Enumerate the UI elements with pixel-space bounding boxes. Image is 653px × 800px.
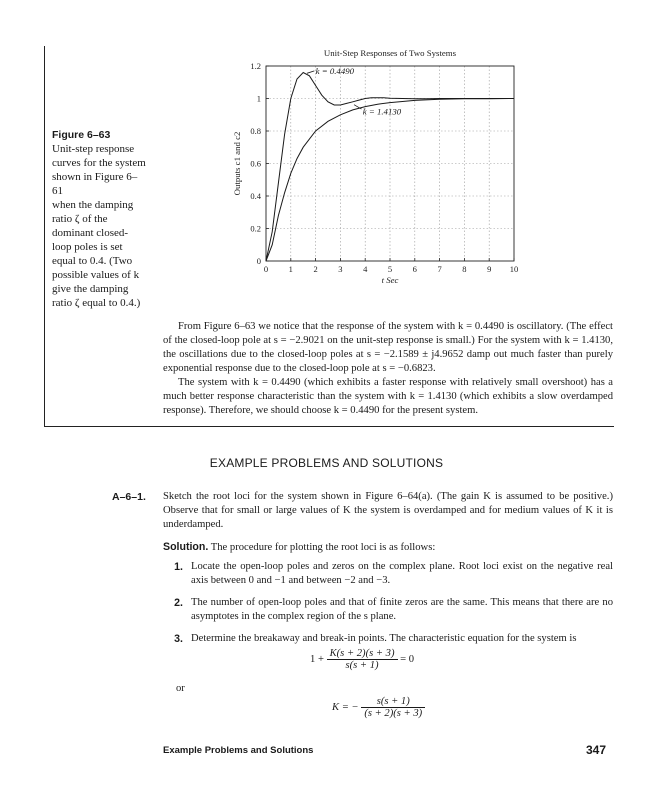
eq1-denominator: s(s + 1) [345,660,379,671]
caption-line: ratio ζ equal to 0.4.) [52,297,141,309]
x-tick-label: 5 [387,264,393,274]
y-tick-label: 0.2 [250,223,261,234]
step-number: 2. [174,597,183,609]
characteristic-equation [310,648,414,671]
y-tick-label: 1.2 [250,61,261,71]
eq2-fraction [361,696,425,719]
eq1-fraction [327,648,398,671]
step-text: The number of open-loop poles and that of finite zeros are the same. This means that there are no asymptotes in the complex region of the s plane. [191,597,613,622]
step-response-chart [222,44,522,294]
solution-steps [163,560,613,654]
x-tick-label: 3 [338,264,343,274]
eq2-denominator: (s + 2)(s + 3) [364,708,423,719]
footer-title: Example Problems and Solutions [163,745,314,756]
problem-number: A–6–1. [112,491,146,503]
caption-line: when the damping [52,199,134,211]
step-text: Locate the open-loop poles and zeros on the complex plane. Root loci exist on the negative real axis between 0 and −1 and between −2 and −3. [191,561,613,586]
x-tick-label: 7 [437,264,442,274]
x-tick-label: 6 [412,264,417,274]
paragraph-1: From Figure 6–63 we notice that the response of the system with k = 0.4490 is oscillatory. (The effect of the closed-loop pole at s = −2.9021 on the unit-step response is small.) For the system with k = 1.4130, the oscillations due to the closed-loop poles at s = −2.1589 ± j4.9652 damp out much faster than purely exponential response due to the closed-loop pole at s = −0.6823. [163,321,613,374]
step-text: Determine the breakaway and break-in points. The characteristic equation for the system is [191,633,577,644]
gain-equation [332,696,425,719]
x-tick-label: 10 [509,264,519,274]
y-tick-label: 0 [256,256,261,266]
frame-bottom-rule [44,426,614,427]
series-line-1 [266,73,514,262]
annotation-arrow-1 [307,71,314,73]
or-text: or [176,683,185,694]
x-axis-label: t Sec [381,275,399,285]
solution-text: The procedure for plotting the root loci is as follows: [210,542,436,553]
step-number: 3. [174,633,183,645]
page-number: 347 [586,743,607,757]
step-item [163,560,613,588]
eq1-numerator: K(s + 2)(s + 3) [327,648,398,660]
solution-label: Solution. [163,541,209,553]
y-axis-label: Outputs c1 and c2 [232,131,242,196]
x-tick-label: 0 [263,264,269,274]
discussion-paragraph [163,320,613,418]
y-tick-label: 0.4 [250,191,261,201]
y-tick-label: 0.6 [250,158,261,169]
annotation-k1: k = 0.4490 [315,65,355,76]
step-number: 1. [174,561,183,573]
caption-line: dominant closed- [52,227,129,239]
y-tick-label: 1 [256,93,261,104]
eq2-numerator: s(s + 1) [361,696,425,708]
caption-line: equal to 0.4. (Two [52,255,133,267]
x-tick-label: 8 [462,264,467,274]
figure-caption [52,128,148,310]
caption-line: ratio ζ of the [52,213,108,225]
y-tick-label: 0.8 [250,126,261,136]
problem-statement: Sketch the root loci for the system shown in Figure 6–64(a). (The gain K is assumed to be positive.) Observe that for small or large values of K the system is overdamped and for medium values of K it is underdamped. [163,491,613,530]
paragraph-2: The system with k = 0.4490 (which exhibits a faster response with relatively small overshoot) has a much better response characteristic than the system with k = 1.4130 (which exhibits a slow overdamped response). Therefore, we should choose k = 0.4490 for the present system. [163,377,613,416]
annotation-k2: k = 1.4130 [362,106,402,117]
x-tick-label: 4 [363,264,368,274]
x-tick-label: 1 [288,264,293,274]
x-tick-label: 9 [487,264,492,274]
caption-line: loop poles is set [52,241,123,253]
solution-intro [163,541,613,553]
section-heading: EXAMPLE PROBLEMS AND SOLUTIONS [209,456,444,470]
figure-title: Figure 6–63 [52,129,111,141]
eq1-lead: 1 + [310,653,324,665]
caption-line: possible values of k [52,269,140,281]
step-item [163,632,613,646]
caption-line: shown in Figure 6–61 [52,171,138,197]
chart-title: Unit-Step Responses of Two Systems [323,48,457,58]
eq2-lead: K = − [332,701,359,713]
frame-left-rule [44,46,45,426]
step-item [163,596,613,624]
eq1-tail: = 0 [400,653,415,665]
caption-line: curves for the system [52,157,146,169]
caption-line: Unit-step response [52,143,135,155]
x-tick-label: 2 [313,264,318,274]
caption-line: give the damping [52,283,129,295]
